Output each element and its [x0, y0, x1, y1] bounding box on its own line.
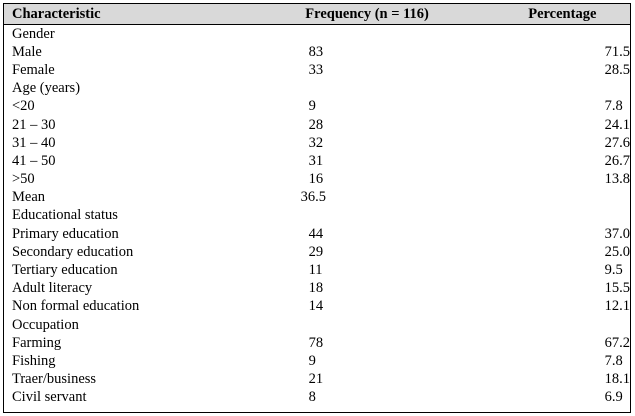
table-header [4, 4, 630, 25]
cell-frequency: 18 [308, 280, 324, 297]
header-percentage: Percentage [485, 4, 630, 25]
cell-characteristic: Age (years) [12, 80, 81, 97]
cell-percentage: 24.1 [604, 116, 630, 133]
cell-percentage: 37.0 [604, 225, 630, 242]
cell-frequency: 33 [308, 61, 324, 78]
table-row [4, 25, 630, 44]
table-row [4, 243, 630, 261]
table-row [4, 334, 630, 352]
cell-percentage [485, 207, 630, 225]
cell-frequency: 9 [308, 352, 316, 369]
table-row [4, 298, 630, 316]
header-characteristic: Characteristic [4, 4, 216, 25]
table-row [4, 261, 630, 279]
cell-frequency: 28 [308, 116, 324, 133]
cell-frequency: 9 [308, 98, 316, 115]
table-row [4, 134, 630, 152]
cell-percentage [485, 189, 630, 207]
table-row [4, 316, 630, 334]
cell-percentage: 71.5 [604, 43, 630, 60]
cell-frequency: 14 [308, 298, 324, 315]
table-row [4, 152, 630, 170]
cell-characteristic: Mean [12, 189, 46, 206]
cell-percentage: 13.8 [604, 171, 630, 188]
cell-characteristic: Educational status [12, 207, 118, 224]
cell-characteristic: Traer/business [12, 371, 97, 388]
cell-frequency: 29 [308, 243, 324, 260]
table-row [4, 80, 630, 98]
cell-percentage: 25.0 [604, 243, 630, 260]
cell-percentage: 27.6 [604, 134, 630, 151]
table-row [4, 225, 630, 243]
table-row [4, 389, 630, 407]
table-row [4, 116, 630, 134]
cell-characteristic: 41 – 50 [12, 152, 56, 169]
cell-frequency: 78 [308, 334, 324, 351]
cell-percentage: 12.1 [604, 298, 630, 315]
cell-characteristic: Female [12, 61, 55, 78]
cell-characteristic: Adult literacy [12, 280, 93, 297]
cell-frequency: 36.5 [300, 189, 326, 206]
cell-characteristic: Primary education [12, 225, 119, 242]
cell-percentage: 6.9 [604, 389, 623, 406]
demographics-table-frame [3, 3, 631, 413]
cell-characteristic: Occupation [12, 316, 79, 333]
cell-percentage: 9.5 [604, 262, 623, 279]
cell-frequency: 8 [308, 389, 316, 406]
table-row [4, 189, 630, 207]
cell-frequency: 83 [308, 43, 324, 60]
cell-frequency [216, 316, 485, 334]
cell-characteristic: Civil servant [12, 389, 87, 406]
cell-characteristic: Non formal education [12, 298, 140, 315]
cell-percentage [485, 316, 630, 334]
cell-percentage: 7.8 [604, 352, 623, 369]
table-row [4, 61, 630, 79]
table-row [4, 98, 630, 116]
cell-frequency [216, 80, 485, 98]
cell-characteristic: 21 – 30 [12, 116, 56, 133]
table-row [4, 371, 630, 389]
cell-percentage: 15.5 [604, 280, 630, 297]
cell-frequency: 16 [308, 171, 324, 188]
cell-percentage [485, 25, 630, 44]
cell-characteristic: 31 – 40 [12, 134, 56, 151]
cell-frequency: 31 [308, 152, 324, 169]
cell-characteristic: Male [12, 43, 42, 60]
cell-percentage: 26.7 [604, 152, 630, 169]
cell-characteristic: Gender [12, 25, 55, 42]
table-row [4, 280, 630, 298]
cell-percentage: 18.1 [604, 371, 630, 388]
table-body [4, 25, 630, 407]
demographics-table [4, 4, 630, 407]
cell-percentage: 7.8 [604, 98, 623, 115]
cell-characteristic: Farming [12, 334, 62, 351]
cell-characteristic: >50 [12, 171, 35, 188]
cell-frequency: 44 [308, 225, 324, 242]
cell-frequency: 21 [308, 371, 324, 388]
cell-frequency: 11 [308, 262, 323, 279]
cell-characteristic: <20 [12, 98, 35, 115]
cell-percentage [485, 80, 630, 98]
cell-percentage: 28.5 [604, 61, 630, 78]
cell-frequency [216, 25, 485, 44]
cell-characteristic: Tertiary education [12, 262, 118, 279]
table-row [4, 207, 630, 225]
cell-percentage: 67.2 [604, 334, 630, 351]
table-row [4, 352, 630, 370]
cell-characteristic: Secondary education [12, 243, 134, 260]
header-frequency: Frequency (n = 116) [216, 4, 485, 25]
header-row [4, 4, 630, 25]
cell-frequency [216, 207, 485, 225]
cell-characteristic: Fishing [12, 352, 56, 369]
table-row [4, 43, 630, 61]
table-row [4, 171, 630, 189]
cell-frequency: 32 [308, 134, 324, 151]
